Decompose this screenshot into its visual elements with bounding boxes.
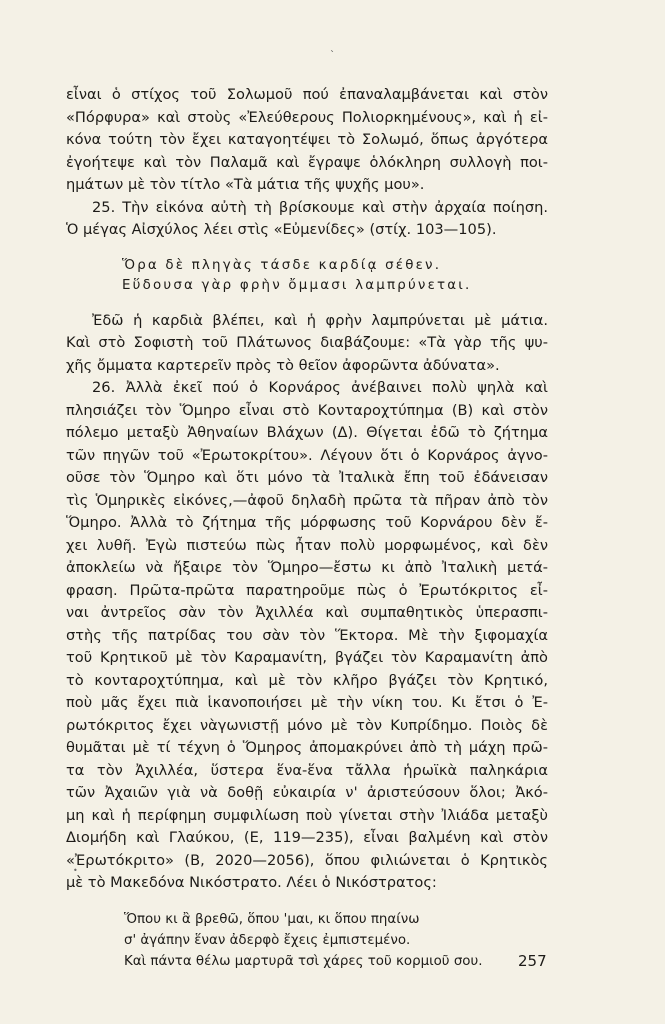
text-line: θυμᾶται μὲ τί τέχνη ὁ Ὅμηρος ἀπομακρύνει ἀπὸ τὴ μάχη πρῶ- <box>66 739 548 756</box>
text-line: 26. Ἀλλὰ ἐκεῖ πού ὁ Κορνάρος ἀνέβαινει πολὺ ψηλὰ καὶ <box>92 379 548 396</box>
text-line: πόλεμο μεταξὺ Ἀθηναίων Βλάχων (Δ). Θίγεται ἐδῶ τὸ ζήτημα <box>66 424 548 441</box>
text-line: «Πόρφυρα» καὶ στοὺς «Ἐλεύθερους Πολιορκημένους», καὶ ἡ εἰ- <box>66 108 548 126</box>
paragraph-25 <box>66 197 548 242</box>
text-line: χει λυθῆ. Ἐγὼ πιστεύω πὼς ἦταν πολὺ μορφωμένος, καὶ δὲν <box>66 536 548 554</box>
text-line: τὸ κονταροχτύπημα, καὶ μὲ τὸν κλῆρο βγάζει τὸν Κρητικό, <box>66 671 548 689</box>
text-line: μη καὶ ἡ περίφημη συμφιλίωση ποὺ γίνεται στὴν Ἰλιάδα μεταξὺ <box>66 806 548 824</box>
text-line: τῶν πηγῶν τοῦ «Ἐρωτοκρίτου». Λέγουν ὅτι ὁ Κορνάρος ἀγνο- <box>66 446 548 464</box>
quote-line: Εὕδουσα γὰρ φρὴν ὄμμασι λαμπρύνεται. <box>122 277 472 293</box>
text-line: ἐγοήτεψε καὶ τὸν Παλαμᾶ καὶ ἔγραψε ὁλόκληρη συλλογὴ ποι- <box>66 153 548 171</box>
text-line: Ὁ μέγας Αἰσχύλος λέει στὶς «Εὐμενίδες» (στίχ. 103—105). <box>66 221 497 238</box>
text-line: ημάτων μὲ τὸν τίτλο «Τὰ μάτια τῆς ψυχῆς μου». <box>66 176 425 193</box>
text-line: οῦσε τὸν Ὅμηρο καὶ ὅτι μόνο τὰ Ἰταλικὰ ἔπη τοῦ ἐδάνεισαν <box>66 469 548 486</box>
text-line: τὶς Ὁμηρικὲς εἰκόνες,—ἀφοῦ δηλαδὴ πρῶτα τὰ πῆραν ἀπὸ τὸν <box>66 491 548 509</box>
text-line: φραση. Πρῶτα-πρῶτα παρατηροῦμε πὼς ὁ Ἐρωτόκριτος εἶ- <box>66 581 548 599</box>
text-line: ποὺ μᾶς ἔχει πιὰ ἱκανοποιήσει μὲ τὴν νίκη του. Κι ἔτσι ὁ Ἐ- <box>66 694 548 711</box>
text-line: τῶν Ἀχαιῶν γιὰ νὰ δοθῇ εὐκαιρία ν' ἀριστεύσουν ὅλοι; Ἀκό- <box>66 784 548 801</box>
quote-line: Ὅπου κι ἂ βρεθῶ, ὅπου 'μαι, κι ὅπου πηαίνω <box>124 911 420 927</box>
aeschylus-quote <box>66 256 548 296</box>
paragraph-plato <box>66 310 548 378</box>
quote-line: Ὅρα δὲ πληγὰς τάσδε καρδίᾳ σέθεν. <box>122 257 442 273</box>
text-line: χῆς ὄμματα καρτερεῖν πρὸς τὸ θεῖον ἀφορῶντα ἀδύνατα». <box>66 356 500 374</box>
erotokritos-quote <box>66 909 548 972</box>
text-line: «Ἐρωτόκριτο» (Β, 2020—2056), ὅπου φιλιώνεται ὁ Κρητικὸς <box>66 851 548 869</box>
margin-dot: • <box>73 866 78 875</box>
text-line: εἶναι ὁ στίχος τοῦ Σολωμοῦ πού ἐπαναλαμβάνεται καὶ στὸν <box>66 86 548 103</box>
quote-line: Καὶ πάντα θέλω μαρτυρᾶ τσὶ χάρες τοῦ κορμιοῦ σου. <box>124 953 483 969</box>
text-line: μὲ τὸ Μακεδόνα Νικόστρατο. Λέει ὁ Νικόστρατος: <box>66 874 437 891</box>
text-line: Ὅμηρο. Ἀλλὰ τὸ ζήτημα τῆς μόρφωσης τοῦ Κορνάρου δὲν ἔ- <box>66 514 548 531</box>
text-line: ναι ἀντρεῖος σὰν τὸν Ἀχιλλέα καὶ συμπαθητικὸς ὑπερασπι- <box>66 604 548 621</box>
text-line: Διομήδη καὶ Γλαύκου, (Ε, 119—235), εἶναι βαλμένη καὶ στὸν <box>66 829 548 846</box>
text-line: 25. Τὴν εἰκόνα αὐτὴ τὴ βρίσκουμε καὶ στὴν ἀρχαία ποίηση. <box>92 198 548 216</box>
page-number: 257 <box>518 952 547 970</box>
quote-line: σ' ἀγάπην ἕναν ἀδερφὸ ἔχεις ἐμπιστεμένο. <box>124 932 411 948</box>
text-line: ἀποκλείω νὰ ἤξαιρε τὸν Ὅμηρο—ἔστω κι ἀπὸ Ἰταλικὴ μετά- <box>66 559 548 576</box>
text-line: πλησιάζει τὸν Ὅμηρο εἶναι στὸ Κονταροχτύπημα (Β) καὶ στὸν <box>66 401 548 419</box>
text-line: κόνα τούτη τὸν ἔχει καταγοητέψει τὸ Σολωμό, ὅπως ἀργότερα <box>66 131 548 148</box>
text-line: Καὶ στὸ Σοφιστὴ τοῦ Πλάτωνος διαβάζουμε: «Τὰ γὰρ τῆς ψυ- <box>66 334 548 351</box>
printer-mark: ` <box>330 50 335 61</box>
body-text <box>66 84 548 972</box>
paragraph-26 <box>66 377 548 895</box>
text-line: στὴς τῆς πατρίδας του σὰν τὸν Ἕκτορα. Μὲ τὴν ξιφομαχία <box>66 626 548 644</box>
text-line: τα τὸν Ἀχιλλέα, ὕστερα ἕνα-ἕνα τἄλλα ἡρωϊκὰ παληκάρια <box>66 761 548 779</box>
text-line: Ἐδῶ ἡ καρδιὰ βλέπει, καὶ ἡ φρὴν λαμπρύνεται μὲ μάτια. <box>92 311 548 329</box>
text-line: ρωτόκριτος ἔχει νὰγωνιστῇ μόνο μὲ τὸν Κυπρίδημο. Ποιὸς δὲ <box>66 716 548 734</box>
paragraph-continuation <box>66 84 548 197</box>
text-line: τοῦ Κρητικοῦ μὲ τὸν Καραμανίτη, βγάζει τὸν Καραμανίτη ἀπὸ <box>66 649 548 666</box>
